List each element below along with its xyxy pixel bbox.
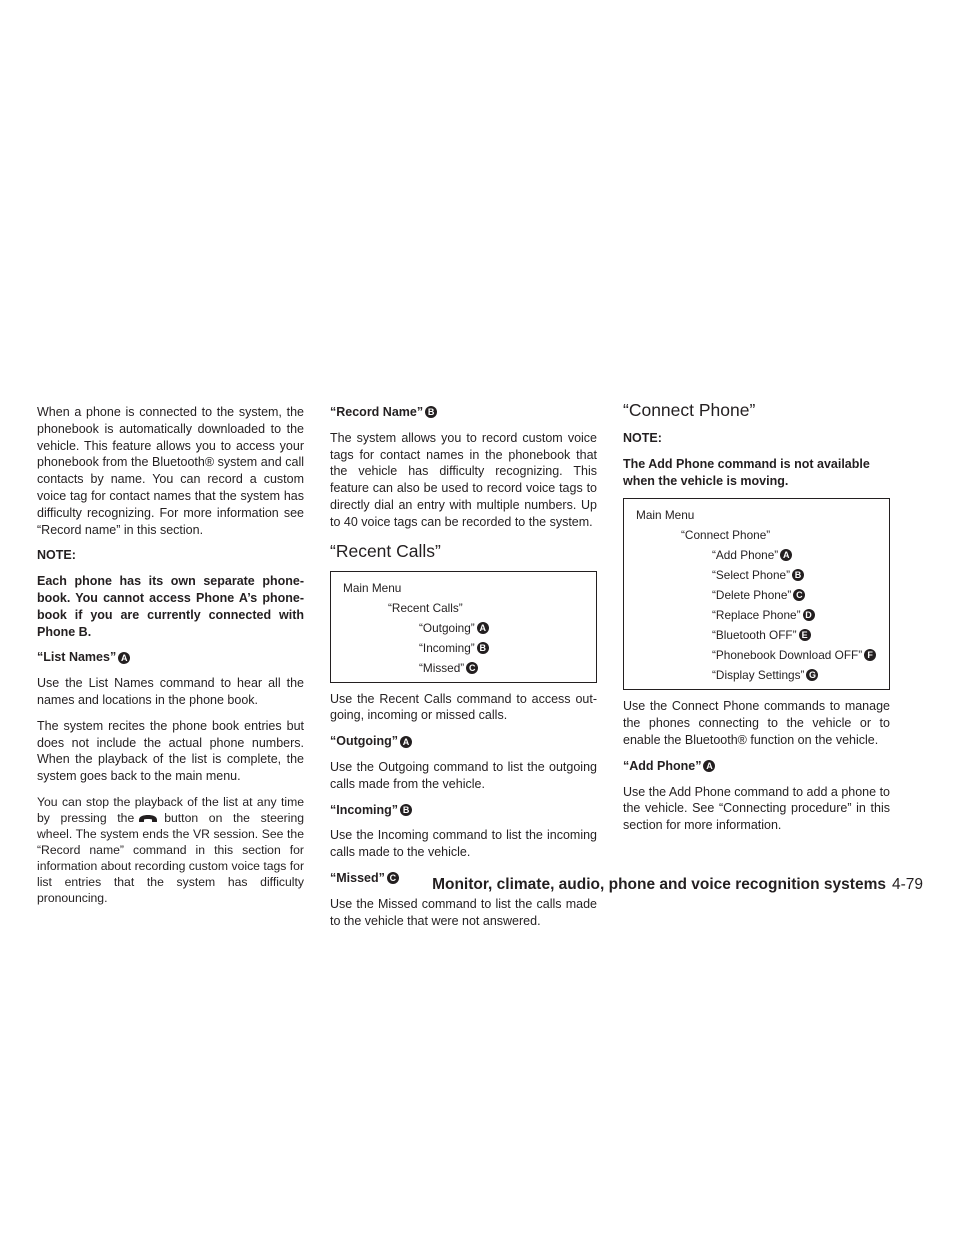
stop-playback-text-before: You can stop the playback of the list at any time by pressing the [37, 794, 304, 825]
stop-playback-paragraph [37, 794, 304, 906]
menu-sub: “Connect Phone” [681, 528, 771, 543]
callout-b-icon: B [425, 406, 437, 418]
stop-playback-text-after: button on the steering wheel. The system ends the VR session. See the “Record name” command in this section for information about recording custom voice tags for list entries that the system has difficulty pronouncing. [37, 810, 304, 905]
connect-phone-paragraph: Use the Connect Phone commands to manage the phones connecting to the vehicle or to enable the Bluetooth® function on the vehicle. [623, 699, 890, 747]
menu-item-label: “Outgoing” [419, 620, 475, 635]
menu-item-label: “Select Phone” [712, 568, 791, 583]
connect-phone-heading: “Connect Phone” [623, 400, 756, 420]
menu-item-label: “Phonebook Download OFF” [712, 648, 863, 663]
page-number: 4-79 [891, 876, 923, 893]
callout-e-icon: E [799, 629, 811, 641]
menu-item-label: “Bluetooth OFF” [712, 628, 797, 643]
callout-a-icon: A [477, 622, 489, 634]
intro-paragraph: When a phone is connected to the system, the phonebook is automatically downloaded to the vehicle. This feature allows you to access your phonebook from the Bluetooth® system and call contacts by name. You can record a custom voice tag for contact names that the system has difficulty recognizing. For more information see “Record name” in this section. [37, 405, 304, 537]
record-name-heading [330, 404, 597, 421]
list-names-title: “List Names” [37, 650, 117, 665]
menu-root: Main Menu [636, 508, 695, 523]
phone-end-icon [138, 814, 158, 823]
missed-title: “Missed” [330, 870, 385, 885]
menu-item-outgoing [343, 618, 590, 638]
callout-a-icon: A [703, 760, 715, 772]
outgoing-title: “Outgoing” [330, 734, 399, 749]
callout-b-icon: B [792, 569, 804, 581]
callout-a-icon: A [118, 652, 130, 664]
note-text: The Add Phone command is not available when the vehicle is moving. [623, 456, 870, 488]
menu-root: Main Menu [343, 580, 402, 595]
menu-item-select-phone [636, 565, 883, 585]
list-names-heading [37, 649, 304, 666]
note-label: NOTE: [37, 548, 76, 563]
menu-sub: “Recent Calls” [388, 600, 463, 615]
menu-item-replace-phone [636, 605, 883, 625]
callout-a-icon: A [400, 736, 412, 748]
callout-c-icon: C [466, 662, 478, 674]
callout-b-icon: B [400, 804, 412, 816]
column-right [623, 400, 890, 843]
menu-item-incoming [343, 638, 590, 658]
incoming-paragraph: Use the Incoming command to list the incoming calls made to the vehicle. [330, 828, 597, 860]
callout-a-icon: A [780, 549, 792, 561]
recent-calls-menu-diagram [330, 571, 597, 683]
note-label: NOTE: [623, 431, 662, 445]
record-name-paragraph: The system allows you to record custom voice tags for contact names in the phonebook that the vehicle has difficulty recognizing. This feature can also be used to record voice tags to directly dial an entry with multiple numbers. Up to 40 voice tags can be recorded to the system. [330, 430, 597, 529]
recent-calls-paragraph: Use the Recent Calls command to access out-going, incoming or missed calls. [330, 691, 597, 723]
menu-item-label: “Delete Phone” [712, 588, 792, 603]
callout-b-icon: B [477, 642, 489, 654]
outgoing-heading [330, 733, 597, 750]
column-left [37, 404, 304, 915]
add-phone-title: “Add Phone” [623, 758, 702, 773]
menu-item-display-settings [636, 665, 883, 685]
menu-item-label: “Incoming” [419, 640, 475, 655]
menu-item-label: “Add Phone” [712, 548, 779, 563]
callout-d-icon: D [803, 609, 815, 621]
add-phone-heading [623, 758, 890, 775]
missed-paragraph: Use the Missed command to list the calls made to the vehicle that were not answered. [330, 896, 597, 928]
menu-item-add-phone [636, 545, 883, 565]
outgoing-paragraph: Use the Outgoing command to list the outgoing calls made from the vehicle. [330, 759, 597, 791]
note-text: Each phone has its own separate phone-book. You cannot access Phone A’s phone-book if you are currently connected with Phone B. [37, 574, 304, 639]
callout-c-icon: C [793, 589, 805, 601]
callout-f-icon: F [864, 649, 876, 661]
column-middle [330, 404, 597, 938]
menu-item-label: “Display Settings” [712, 668, 805, 683]
connect-phone-menu-diagram [623, 498, 890, 690]
add-phone-paragraph: Use the Add Phone command to add a phone to the vehicle. See “Connecting procedure” in this section for more information. [623, 784, 890, 833]
record-name-title: “Record Name” [330, 405, 424, 419]
menu-item-label: “Replace Phone” [712, 608, 801, 623]
recite-paragraph: The system recites the phone book entries but does not include the actual phone numbers. When the playback of the list is complete, the system goes back to the main menu. [37, 718, 304, 784]
callout-c-icon: C [387, 872, 399, 884]
section-title: Monitor, climate, audio, phone and voice recognition systems [432, 876, 886, 893]
menu-item-label: “Missed” [419, 660, 465, 675]
page-footer [432, 876, 923, 894]
menu-item-bluetooth-off [636, 625, 883, 645]
incoming-heading [330, 802, 597, 819]
incoming-title: “Incoming” [330, 802, 399, 817]
menu-item-phonebook-download-off [636, 645, 883, 665]
callout-g-icon: G [806, 669, 818, 681]
menu-item-missed [343, 658, 590, 678]
list-names-paragraph: Use the List Names command to hear all the names and locations in the phone book. [37, 676, 304, 707]
recent-calls-heading: “Recent Calls” [330, 540, 441, 561]
menu-item-delete-phone [636, 585, 883, 605]
